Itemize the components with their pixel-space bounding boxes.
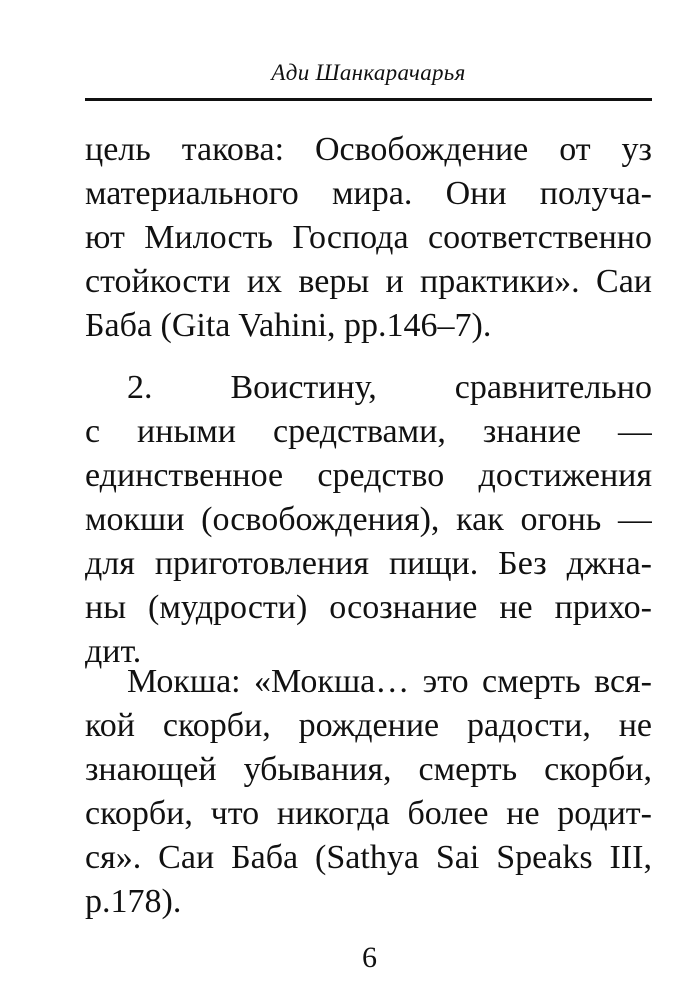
paragraph-line: дит. <box>85 633 142 670</box>
page-number: 6 <box>362 941 377 974</box>
paragraph-line: ют Милость Господа соответственно <box>85 219 652 256</box>
paragraph-line: ся». Саи Баба (Sathya Sai Speaks III, <box>85 839 652 876</box>
paragraph-line: для приготовления пищи. Без джна- <box>85 545 652 582</box>
paragraph-line: единственное средство достижения <box>85 457 652 494</box>
paragraph-line: цель такова: Освобождение от уз <box>85 131 652 168</box>
paragraph-line: с иными средствами, знание — <box>85 413 652 450</box>
running-header-title: Ади Шанкарачарья <box>271 60 466 85</box>
paragraph-line: стойкости их веры и практики». Саи <box>85 263 652 300</box>
paragraph-line: p.178). <box>85 883 182 920</box>
paragraph-line: скорби, что никогда более не родит- <box>85 795 652 832</box>
header-rule <box>85 98 652 101</box>
paragraph-line: знающей убывания, смерть скорби, <box>85 751 652 788</box>
paragraph-continuation <box>85 128 652 348</box>
paragraph-line: кой скорби, рождение радости, не <box>85 707 652 744</box>
paragraph-line: ны (мудрости) осознание не прихо- <box>85 589 652 626</box>
paragraph-line: Мокша: «Мокша… это смерть вся- <box>127 663 652 700</box>
paragraph-line: Баба (Gita Vahini, pp.146–7). <box>85 307 492 344</box>
paragraph-commentary <box>85 660 652 924</box>
paragraph-line: мокши (освобождения), как огонь — <box>85 501 652 538</box>
paragraph-verse-2 <box>85 366 652 674</box>
paragraph-line: материального мира. Они получа- <box>85 175 652 212</box>
paragraph-line: 2. Воистину, сравнительно <box>127 369 652 406</box>
